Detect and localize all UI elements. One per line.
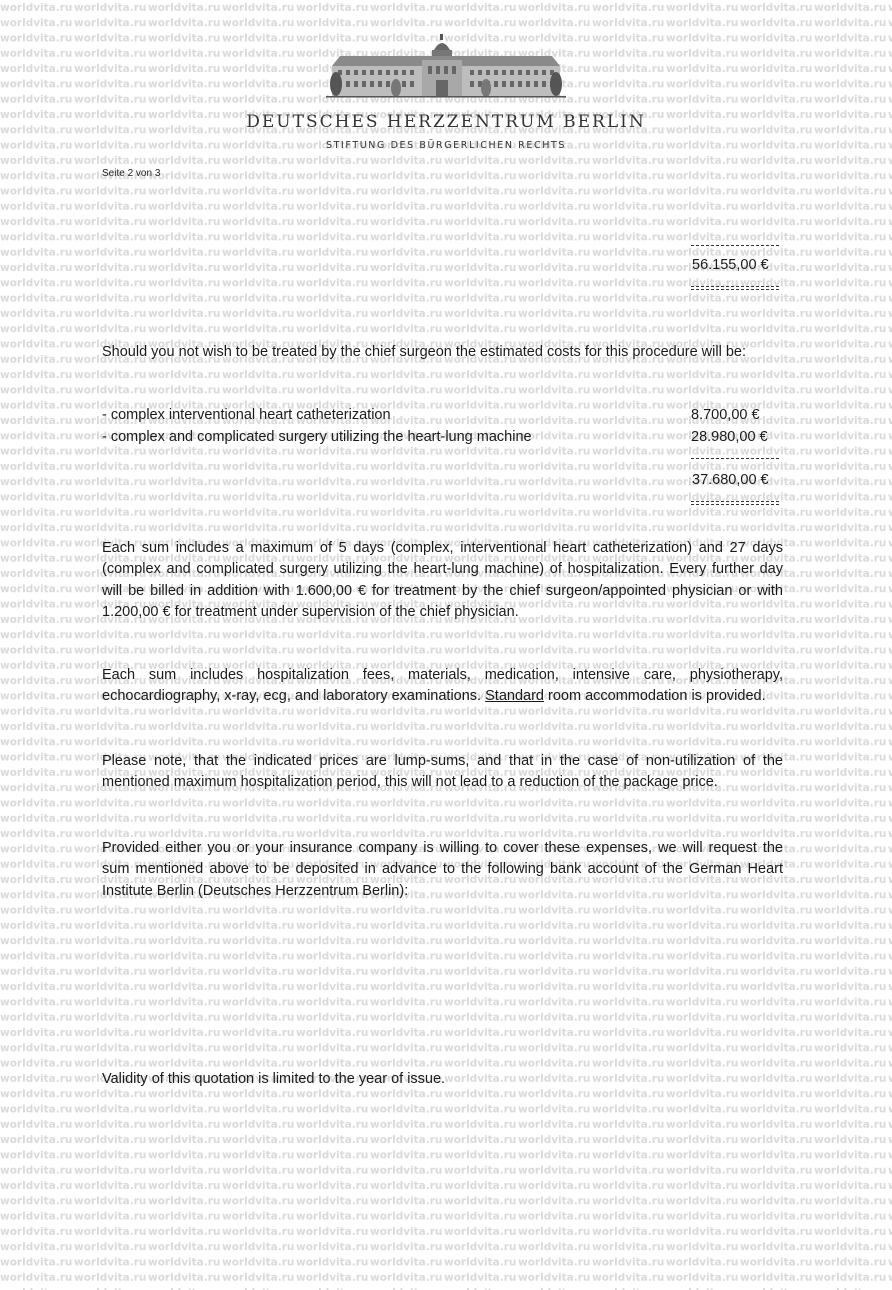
organization-subtitle: STIFTUNG DES BÜRGERLICHEN RECHTS [326,140,566,151]
deposit-paragraph: Provided either you or your insurance company is willing to cover these expenses, we will request the sum mentioned above to be deposited in advance to the following bank account of the German Heart Institute Berlin (Deutsches Herzzentrum Berlin): [102,840,783,899]
hospitalization-paragraph: Each sum includes a maximum of 5 days (complex, interventional heart catheterization) and 27 days (complex and complicated surgery utilizing the heart-lung machine) of hospitalization. Every further day will be billed in addition with 1.600,00 € for treatment by the chief surgeon/appointed physician or with 1.200,00 € for treatment under supervision of the chief physician. [102,540,783,620]
building-logo-icon [326,30,566,100]
validity-note: Validity of this quotation is limited to the year of issue. [102,1071,446,1087]
alternative-costs-intro: Should you not wish to be treated by the chief surgeon the estimated costs for this procedure will be: [102,344,747,360]
total-chief-surgeon: 56.155,00 € [692,257,769,273]
line-item-amount: 8.700,00 € [691,407,760,423]
alternative-total: 37.680,00 € [692,472,769,488]
line-item-description: - complex interventional heart catheterization [102,407,391,423]
total-double-rule [691,286,779,290]
includes-paragraph: Each sum includes hospitalization fees, materials, medication, intensive care, physiotherapy, echocardiography, x-ray, ecg, and laboratory examinations. Standard room accommodation is provided. [102,667,783,705]
line-item [102,429,783,451]
sum-rule [691,458,779,459]
lump-sum-paragraph: Please note, that the indicated prices are lump-sums, and that in the case of non-utilization of the mentioned maximum hospitalization period, this will not lead to a reduction of the package price. [102,753,783,791]
page-number: Seite 2 von 3 [102,168,161,179]
sum-rule [691,245,779,246]
standard-underlined: Standard [485,688,544,705]
total-double-rule [691,501,779,505]
organization-name: DEUTSCHES HERZZENTRUM BERLIN [246,112,646,132]
line-item [102,407,783,429]
line-item-amount: 28.980,00 € [691,429,768,445]
line-item-description: - complex and complicated surgery utilizing the heart-lung machine [102,429,532,445]
